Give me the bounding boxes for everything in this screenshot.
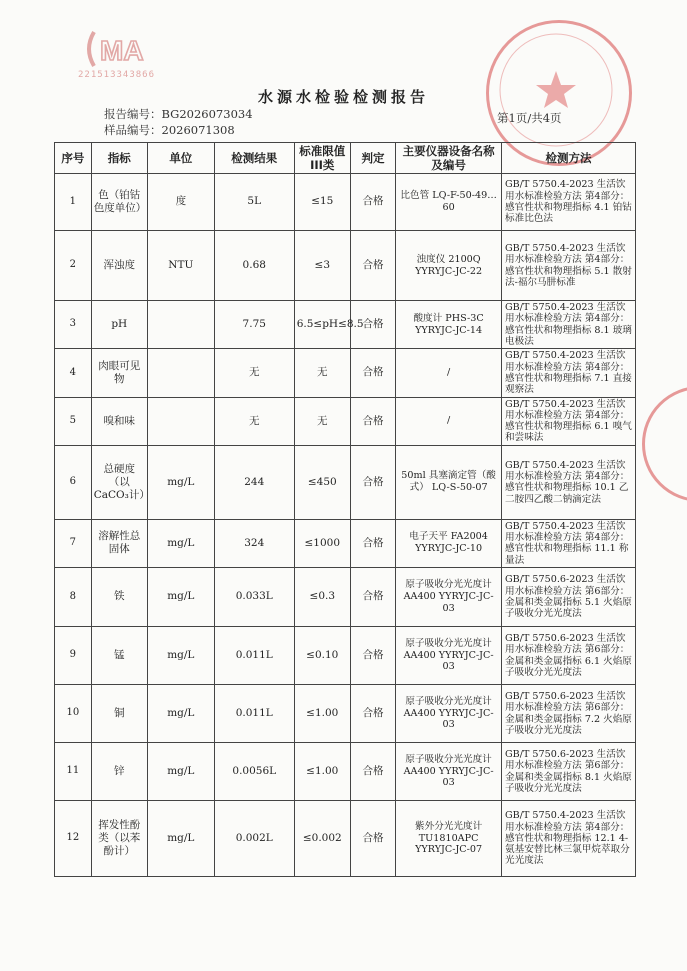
row-unit: mg/L xyxy=(147,445,214,519)
row-no: 8 xyxy=(55,568,92,627)
report-number-label: 报告编号： xyxy=(104,107,162,121)
row-limit: 无 xyxy=(294,349,350,397)
row-limit: ≤0.3 xyxy=(294,568,350,627)
table-row xyxy=(55,349,636,397)
table-row xyxy=(55,685,636,743)
row-item: 挥发性酚类（以苯酚计） xyxy=(91,801,147,877)
ma-logo-text: MA xyxy=(100,35,144,66)
row-limit: ≤1000 xyxy=(294,519,350,567)
table-row xyxy=(55,627,636,685)
row-item: 锰 xyxy=(91,627,147,685)
row-no: 10 xyxy=(55,685,92,743)
row-judge: 合格 xyxy=(350,397,395,445)
row-judge: 合格 xyxy=(350,231,395,301)
row-method: GB/T 5750.6-2023 生活饮用水标准检验方法 第6部分：金属和类金属指标 6.1 火焰原子吸收分光光度法 xyxy=(502,627,636,685)
row-limit: ≤1.00 xyxy=(294,685,350,743)
row-judge: 合格 xyxy=(350,301,395,349)
row-item: 色（铂钴色度单位） xyxy=(91,174,147,231)
row-judge: 合格 xyxy=(350,801,395,877)
row-limit: ≤1.00 xyxy=(294,743,350,801)
table-row xyxy=(55,301,636,349)
row-method: GB/T 5750.4-2023 生活饮用水标准检验方法 第4部分：感官性状和物理指标 7.1 直接观察法 xyxy=(502,349,636,397)
row-method: GB/T 5750.6-2023 生活饮用水标准检验方法 第6部分：金属和类金属指标 5.1 火焰原子吸收分光光度法 xyxy=(502,568,636,627)
row-limit: ≤3 xyxy=(294,231,350,301)
header-judge: 判定 xyxy=(350,143,395,174)
row-item: 总硬度（以CaCO₃计） xyxy=(91,445,147,519)
row-unit: mg/L xyxy=(147,519,214,567)
row-unit: mg/L xyxy=(147,627,214,685)
row-instrument: / xyxy=(396,349,502,397)
row-limit: 6.5≤pH≤8.5 xyxy=(294,301,350,349)
table-row xyxy=(55,568,636,627)
row-unit: mg/L xyxy=(147,743,214,801)
row-result: 无 xyxy=(214,397,294,445)
row-result: 324 xyxy=(214,519,294,567)
report-number xyxy=(104,106,253,122)
row-unit: NTU xyxy=(147,231,214,301)
row-method: GB/T 5750.4-2023 生活饮用水标准检验方法 第4部分：感官性状和物理指标 4.1 铂钴标准比色法 xyxy=(502,174,636,231)
row-instrument: 紫外分光光度计 TU1810APC YYRYJC-JC-07 xyxy=(396,801,502,877)
row-result: 7.75 xyxy=(214,301,294,349)
row-no: 6 xyxy=(55,445,92,519)
row-judge: 合格 xyxy=(350,445,395,519)
row-instrument: 电子天平 FA2004 YYRYJC-JC-10 xyxy=(396,519,502,567)
sample-number xyxy=(104,122,235,138)
header-instrument: 主要仪器设备名称及编号 xyxy=(396,143,502,174)
table-row xyxy=(55,743,636,801)
row-no: 9 xyxy=(55,627,92,685)
row-limit: 无 xyxy=(294,397,350,445)
sample-number-value: 2026071308 xyxy=(161,123,235,137)
sample-number-label: 样品编号： xyxy=(104,123,162,137)
row-item: 锌 xyxy=(91,743,147,801)
row-instrument: 比色管 LQ-F-50-49…60 xyxy=(396,174,502,231)
row-result: 0.011L xyxy=(214,685,294,743)
row-item: pH xyxy=(91,301,147,349)
row-result: 0.033L xyxy=(214,568,294,627)
header-item: 指标 xyxy=(91,143,147,174)
table-row xyxy=(55,397,636,445)
row-judge: 合格 xyxy=(350,627,395,685)
row-instrument: 原子吸收分光光度计 AA400 YYRYJC-JC-03 xyxy=(396,685,502,743)
row-instrument: / xyxy=(396,397,502,445)
row-item: 溶解性总固体 xyxy=(91,519,147,567)
row-no: 2 xyxy=(55,231,92,301)
row-no: 7 xyxy=(55,519,92,567)
row-no: 1 xyxy=(55,174,92,231)
row-instrument: 酸度计 PHS-3C YYRYJC-JC-14 xyxy=(396,301,502,349)
row-no: 3 xyxy=(55,301,92,349)
row-method: GB/T 5750.4-2023 生活饮用水标准检验方法 第4部分：感官性状和物理指标 5.1 散射法-福尔马肼标准 xyxy=(502,231,636,301)
row-unit: mg/L xyxy=(147,568,214,627)
row-judge: 合格 xyxy=(350,174,395,231)
table-row xyxy=(55,801,636,877)
header-result: 检测结果 xyxy=(214,143,294,174)
row-no: 11 xyxy=(55,743,92,801)
row-result: 244 xyxy=(214,445,294,519)
ma-code: 221513343866 xyxy=(78,70,156,80)
row-item: 铁 xyxy=(91,568,147,627)
row-unit: mg/L xyxy=(147,685,214,743)
row-limit: ≤0.10 xyxy=(294,627,350,685)
table-row xyxy=(55,519,636,567)
row-instrument: 原子吸收分光光度计 AA400 YYRYJC-JC-03 xyxy=(396,568,502,627)
row-item: 铜 xyxy=(91,685,147,743)
row-instrument: 原子吸收分光光度计 AA400 YYRYJC-JC-03 xyxy=(396,743,502,801)
row-unit xyxy=(147,301,214,349)
row-method: GB/T 5750.6-2023 生活饮用水标准检验方法 第6部分：金属和类金属指标 7.2 火焰原子吸收分光光度法 xyxy=(502,685,636,743)
report-number-value: BG2026073034 xyxy=(161,107,253,121)
table-header-row xyxy=(55,143,636,174)
row-method: GB/T 5750.4-2023 生活饮用水标准检验方法 第4部分：感官性状和物理指标 10.1 乙二胺四乙酸二钠滴定法 xyxy=(502,445,636,519)
table-row xyxy=(55,231,636,301)
row-judge: 合格 xyxy=(350,568,395,627)
row-judge: 合格 xyxy=(350,743,395,801)
row-limit: ≤15 xyxy=(294,174,350,231)
row-method: GB/T 5750.4-2023 生活饮用水标准检验方法 第4部分：感官性状和物理指标 12.1 4-氨基安替比林三氯甲烷萃取分光光度法 xyxy=(502,801,636,877)
page-indicator: 第1页/共4页 xyxy=(497,111,562,125)
row-item: 嗅和味 xyxy=(91,397,147,445)
cma-logo-icon xyxy=(82,24,166,74)
row-item: 肉眼可见物 xyxy=(91,349,147,397)
table-row xyxy=(55,445,636,519)
row-result: 5L xyxy=(214,174,294,231)
row-no: 4 xyxy=(55,349,92,397)
row-instrument: 50ml 具塞滴定管（酸式） LQ-S-50-07 xyxy=(396,445,502,519)
row-limit: ≤0.002 xyxy=(294,801,350,877)
row-instrument: 原子吸收分光光度计 AA400 YYRYJC-JC-03 xyxy=(396,627,502,685)
row-instrument: 浊度仪 2100Q YYRYJC-JC-22 xyxy=(396,231,502,301)
row-result: 0.002L xyxy=(214,801,294,877)
report-title: 水源水检验检测报告 xyxy=(257,88,429,106)
header-limit: 标准限值III类 xyxy=(294,143,350,174)
results-table xyxy=(54,142,636,877)
row-item: 浑浊度 xyxy=(91,231,147,301)
row-unit: 度 xyxy=(147,174,214,231)
header-unit: 单位 xyxy=(147,143,214,174)
row-judge: 合格 xyxy=(350,349,395,397)
row-no: 5 xyxy=(55,397,92,445)
row-result: 0.0056L xyxy=(214,743,294,801)
row-judge: 合格 xyxy=(350,685,395,743)
row-result: 0.011L xyxy=(214,627,294,685)
row-method: GB/T 5750.4-2023 生活饮用水标准检验方法 第4部分：感官性状和物理指标 11.1 称量法 xyxy=(502,519,636,567)
row-unit xyxy=(147,349,214,397)
row-unit: mg/L xyxy=(147,801,214,877)
header-method: 检测方法 xyxy=(502,143,636,174)
row-no: 12 xyxy=(55,801,92,877)
row-limit: ≤450 xyxy=(294,445,350,519)
row-method: GB/T 5750.6-2023 生活饮用水标准检验方法 第6部分：金属和类金属指标 8.1 火焰原子吸收分光光度法 xyxy=(502,743,636,801)
row-judge: 合格 xyxy=(350,519,395,567)
row-result: 0.68 xyxy=(214,231,294,301)
row-method: GB/T 5750.4-2023 生活饮用水标准检验方法 第4部分：感官性状和物理指标 8.1 玻璃电极法 xyxy=(502,301,636,349)
header-no: 序号 xyxy=(55,143,92,174)
row-unit xyxy=(147,397,214,445)
table-row xyxy=(55,174,636,231)
row-result: 无 xyxy=(214,349,294,397)
red-seal-stamp-partial xyxy=(642,386,687,502)
row-method: GB/T 5750.4-2023 生活饮用水标准检验方法 第4部分：感官性状和物理指标 6.1 嗅气和尝味法 xyxy=(502,397,636,445)
